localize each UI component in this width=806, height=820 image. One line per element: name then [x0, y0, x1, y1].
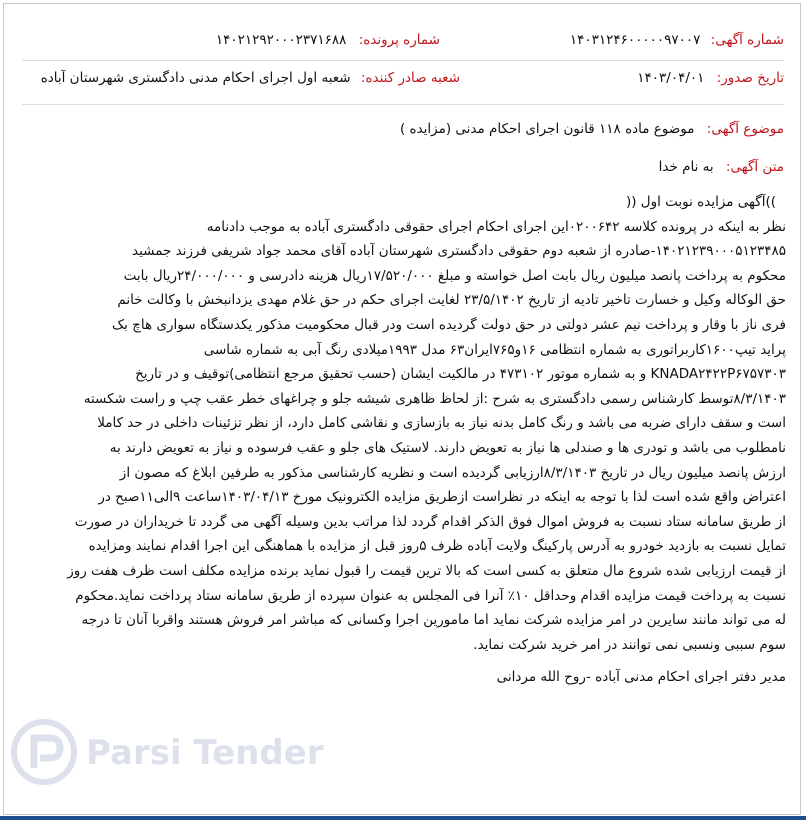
issue-date-label: تاریخ صدور: — [716, 70, 784, 86]
body-line: له می تواند مانند سایرین در امر مزایده شرکت نماید اما مامورین اجرا وکسانی که مباشر امر فروش هستند واقربا آنان تا درجه — [81, 612, 786, 629]
signature: مدیر دفتر اجرای احکام مدنی آباده -روح الله مردانی — [496, 669, 786, 686]
text-header-label: متن آگهی: — [725, 159, 784, 175]
text-header-value: به نام خدا — [658, 159, 714, 175]
body-line: ارزش پانصد میلیون ریال در تاریخ ۸/۳/۱۴۰۳ارزیابی گردیده است و نظریه کارشناسی مذکور به طرفین ابلاغ که مصون از — [119, 464, 786, 481]
bottom-bar — [0, 816, 806, 820]
ad-number-row — [570, 32, 784, 48]
body-line: است و سقف دارای ضربه می باشد و رنگ کامل بدنه نیاز به بازسازی و نقاشی کامل دارد، از نظر تزئینات داخلی در حد کاملا — [97, 415, 786, 432]
subject-label: موضوع آگهی: — [706, 121, 784, 137]
body-line: حق الوکاله وکیل و خسارت تاخیر تادیه از تاریخ ۲۳/۵/۱۴۰۲ لغایت اجرای حکم در حق غلام مهدی یزدانبخش با وکالت خانم — [117, 292, 786, 309]
issuer-value: شعبه اول اجرای احکام مدنی دادگستری شهرستان آباده — [40, 70, 351, 86]
body-line: از طریق سامانه ستاد نسبت به فروش اموال فوق الذکر اقدام گردد لذا مراتب بدین وسیله آگهی می گردد تا خریداران در صورت — [74, 513, 786, 530]
body-line: فری ناز با وقار و پرداخت نیم عشر دولتی در حق دولت گردیده است ودر قبال محکومیت مذکور یکدستگاه سواری هاچ بک — [112, 316, 786, 333]
body-line: از قیمت ارزیابی شده شروع مال متعلق به کسی است که بالا ترین قیمت را قبول نماید برنده مزایده مکلف است ظرف هفت روز — [67, 562, 786, 579]
subject-value: موضوع ماده ۱۱۸ قانون اجرای احکام مدنی (مزایده ) — [399, 121, 695, 137]
text-header-row — [659, 159, 784, 175]
body-line: سوم سببی ونسبی نمی توانند در امر خرید شرکت نماید. — [473, 636, 786, 653]
header-divider-2 — [22, 104, 784, 105]
body-line: ۱۴۰۲۱۲۳۹۰۰۰۵۱۲۳۴۸۵-صادره از شعبه دوم حقوقی دادگستری شهرستان آباده آقای محمد جواد شریفی فرزند جمشید — [132, 243, 786, 260]
case-number-row — [216, 32, 440, 48]
body-title: ))آگهی مزایده نوبت اول (( — [625, 194, 776, 210]
body-line: نسبت به پرداخت قیمت مزایده اقدام وحداقل ۱۰٪ آنرا فی المجلس به عنوان سپرده از طریق سامانه ستاد پرداخت نماید.محکوم — [75, 587, 786, 604]
issue-date-row — [637, 70, 784, 86]
body-line: پراید تیپ۱۶۰۰کاربراتوری به شماره انتظامی ۱۶و۷۶۵ایران۶۳ مدل ۱۹۹۳میلادی رنگ آبی به شماره شاسی — [203, 341, 786, 358]
notice-body — [20, 190, 786, 690]
body-line: نامطلوب می باشد و تودری ها و صندلی ها نیاز به تعویض دارند. لاستیک های جلو و عقب فرسوده و نیاز به تعویض دارند به — [109, 439, 786, 456]
body-line: KNADA۲۴۲۲P۶۷۵۷۳۰۳ و به شماره موتور ۴۷۳۱۰۲ در مالکیت ایشان (حسب تحقیق مرجع انتظامی)توقیف و در تاریخ — [135, 366, 786, 383]
case-number-label: شماره پرونده: — [358, 32, 440, 48]
issuer-row — [41, 70, 460, 86]
body-line: تمایل نسبت به بازدید خودرو به آدرس پارکینگ ولایت آباده ظرف ۵روز قبل از مزایده با هماهنگی این اجرا اقدام نمایند ومزایده — [88, 538, 786, 555]
ad-number-value: ۱۴۰۳۱۲۴۶۰۰۰۰۰۹۷۰۰۷ — [569, 32, 701, 48]
body-line: نظر به اینکه در پرونده کلاسه ۰۲۰۰۶۴۲این اجرای احکام اجرای حقوقی دادگستری آباده به موجب دادنامه — [206, 218, 786, 235]
body-line: محکوم به پرداخت پانصد میلیون ریال بابت اصل خواسته و مبلغ ۱۷/۵۲۰/۰۰۰ریال هزینه دادرسی و ۲۴/۰۰۰/۰۰۰ریال بابت — [123, 267, 786, 284]
body-line: اعتراض واقع شده است لذا با توجه به اینکه در نظراست ازطریق مزایده الکترونیک مورخ ۱۴۰۳/۰۴/۱۳ساعت ۹الی۱۱صبح در — [98, 489, 786, 506]
issuer-label: شعبه صادر کننده: — [360, 70, 460, 86]
header-divider-1 — [22, 60, 784, 61]
case-number-value: ۱۴۰۲۱۲۹۲۰۰۰۲۳۷۱۶۸۸ — [215, 32, 347, 48]
subject-row — [400, 121, 784, 137]
body-line: ۸/۳/۱۴۰۳توسط کارشناس رسمی دادگستری به شرح :از لحاظ ظاهری شیشه جلو و چراغهای خطر عقب چپ و راست شکسته — [83, 390, 786, 407]
ad-number-label: شماره آگهی: — [710, 32, 784, 48]
issue-date-value: ۱۴۰۳/۰۴/۰۱ — [637, 70, 705, 86]
